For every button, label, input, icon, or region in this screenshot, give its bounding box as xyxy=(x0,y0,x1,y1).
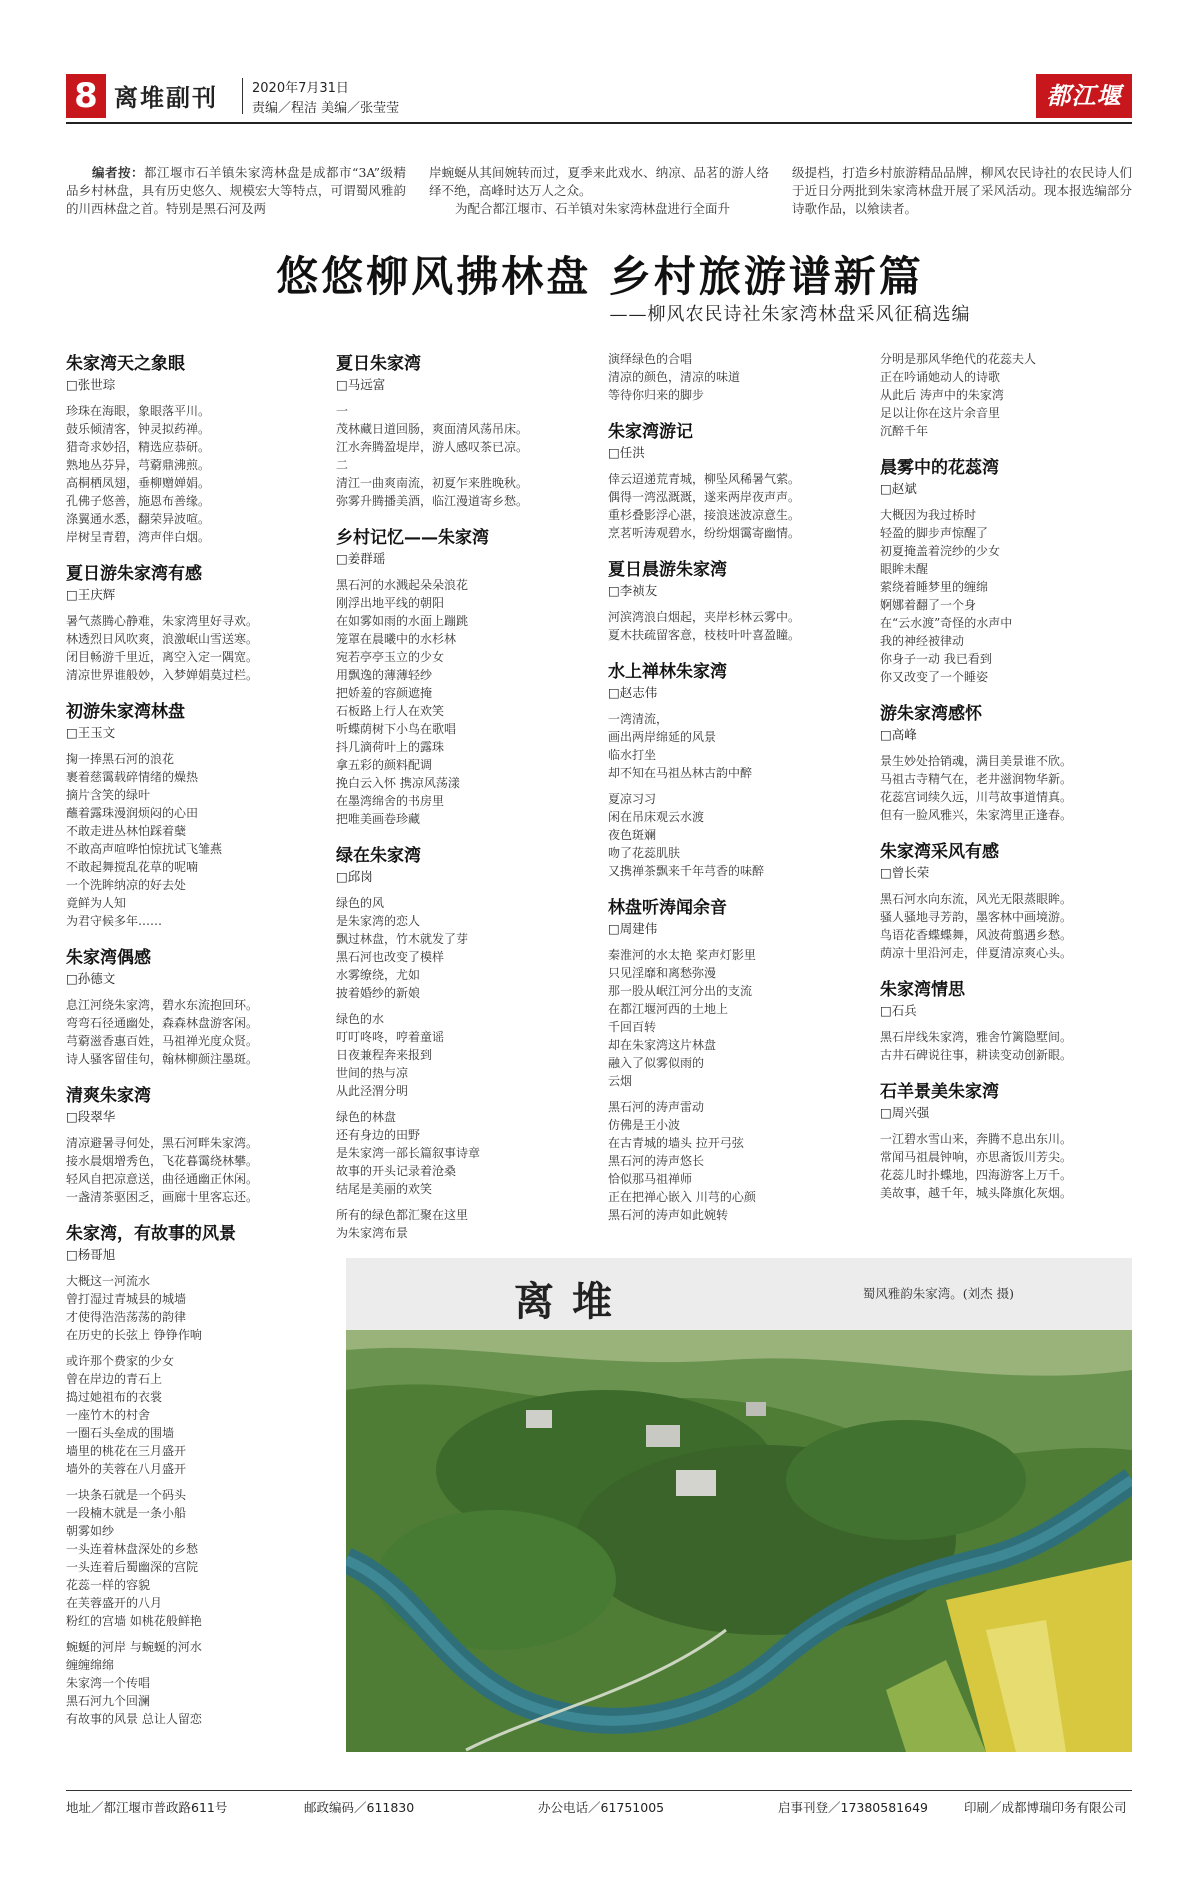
poem-body xyxy=(880,890,1090,962)
poem xyxy=(66,946,276,1068)
poem-line: 高桐栖凤翅，垂柳赠婵娟。 xyxy=(66,476,211,490)
poem-stanza xyxy=(66,1272,276,1344)
poem-line: 宛若亭亭玉立的少女 xyxy=(336,650,445,664)
poem-line: 或许那个费家的少女 xyxy=(66,1354,175,1368)
poem-line: 花蕊宫词续久远，川芎故事道情真。 xyxy=(880,790,1073,804)
poem xyxy=(880,702,1090,824)
poem-line: 朝雾如纱 xyxy=(66,1524,115,1538)
poem-title: 夏日游朱家湾有感 xyxy=(66,564,202,584)
poem-line: 在都江堰河西的土地上 xyxy=(608,1002,729,1016)
poem-author: □段翠华 xyxy=(66,1109,116,1124)
poem-line: 墙里的桃花在三月盛开 xyxy=(66,1444,187,1458)
photo-header xyxy=(346,1258,1132,1330)
poem-line: 是朱家湾的恋人 xyxy=(336,914,421,928)
poem-line: 等待你归来的脚步 xyxy=(608,388,705,402)
poem-line: 那一股从岷江河分出的支流 xyxy=(608,984,753,998)
masthead-rule xyxy=(66,122,1132,124)
photo-building xyxy=(646,1425,680,1447)
poem-line: 刚浮出地平线的朝阳 xyxy=(336,596,445,610)
poem-body xyxy=(880,350,1090,440)
poem-line: 缠缠绵绵 xyxy=(66,1658,115,1672)
poem-line: 黑石岸线朱家湾，雅舍竹篱隐墅间。 xyxy=(880,1030,1073,1044)
poem-line: 所有的绿色都汇聚在这里 xyxy=(336,1208,469,1222)
poem-line: 夏木扶疏留客意，枝枝叶叶喜盈瞳。 xyxy=(608,628,801,642)
poem-body xyxy=(336,576,546,828)
poem-line: 弯弯石径通幽处，森森林盘游客闲。 xyxy=(66,1016,259,1030)
photo-forest xyxy=(376,1510,616,1650)
poem-line: 拿五彩的颜料配调 xyxy=(336,758,433,772)
poem-line: 画出两岸绵延的风景 xyxy=(608,730,717,744)
poem-line: 大概这一河流水 xyxy=(66,1274,151,1288)
editors-note-col-1 xyxy=(66,164,406,218)
poem-continuation xyxy=(608,350,818,404)
poem-line: 茂林藏日道回肠，爽面清风荡吊床。 xyxy=(336,422,529,436)
poem-line: 江水奔腾盈堤岸，游人感叹茶已凉。 xyxy=(336,440,529,454)
poem-line: 黑石河的涛声雷动 xyxy=(608,1100,705,1114)
poem-line: 却在朱家湾这片林盘 xyxy=(608,1038,717,1052)
poem-line: 听蝶荫树下小鸟在歌唱 xyxy=(336,722,457,736)
poem-body xyxy=(608,350,818,404)
poem xyxy=(608,660,818,880)
poem-line: 珍珠在海眼，象眼落平川。 xyxy=(66,404,211,418)
photo-panel xyxy=(346,1258,1132,1752)
poem-line: 河滨湾浪白烟起，夹岸杉林云雾中。 xyxy=(608,610,801,624)
subheadline: ——柳风农民诗社朱家湾林盘采风征稿选编 xyxy=(609,304,971,325)
poem-body xyxy=(608,470,818,542)
poem xyxy=(608,420,818,542)
column-3 xyxy=(608,350,818,1240)
poem-author: □赵斌 xyxy=(880,481,917,496)
stanza-gap xyxy=(66,1344,276,1352)
poem-stanza xyxy=(336,456,546,510)
poem-line: 日夜兼程奔来报到 xyxy=(336,1048,433,1062)
poem-line: 在历史的长弦上 铮铮作响 xyxy=(66,1328,202,1342)
poem-author: □孙德文 xyxy=(66,971,116,986)
poem-line: 演绎绿色的合唱 xyxy=(608,352,693,366)
photo-caption: 蜀风雅韵朱家湾。(刘杰 摄) xyxy=(862,1286,1014,1301)
poem-line: 粉红的宫墙 如桃花般鲜艳 xyxy=(66,1614,202,1628)
poem-line: 常闻马祖晨钟响，亦思斋饭川芳尖。 xyxy=(880,1150,1073,1164)
poem-line: 一江碧水雪山来，奔腾不息出东川。 xyxy=(880,1132,1073,1146)
poem-line: 古井石碑说往事，耕读变动创新眼。 xyxy=(880,1048,1073,1062)
stanza-gap xyxy=(336,1100,546,1108)
poem-line: 清江一曲爽南流，初夏乍来胜晚秋。 xyxy=(336,476,529,490)
poem-line: 石板路上行人在欢笑 xyxy=(336,704,445,718)
poem-line: 但有一脸风雅兴，朱家湾里正逢春。 xyxy=(880,808,1073,822)
poem-line: 马祖古寺精气在，老井滋润物华新。 xyxy=(880,772,1073,786)
poem xyxy=(66,562,276,684)
poem-body xyxy=(66,996,276,1068)
poem-line: 足以让你在这片余音里 xyxy=(880,406,1001,420)
poem-line: 一头连着后蜀幽深的宫院 xyxy=(66,1560,199,1574)
poem-title: 林盘听涛闻余音 xyxy=(608,898,727,918)
poem-title: 初游朱家湾林盘 xyxy=(66,702,185,722)
poem-title: 朱家湾偶感 xyxy=(66,948,151,968)
poem-line: 绿色的林盘 xyxy=(336,1110,397,1124)
poem xyxy=(66,1222,276,1728)
poem-line: 捣过她祖布的衣裳 xyxy=(66,1390,163,1404)
poem-title: 游朱家湾感怀 xyxy=(880,704,982,724)
poem-line: 一块条石就是一个码头 xyxy=(66,1488,187,1502)
poem-line: 一 xyxy=(336,404,349,418)
poem-title: 绿在朱家湾 xyxy=(336,846,421,866)
poem-line: 吻了花蕊肌肤 xyxy=(608,846,681,860)
poem xyxy=(336,352,546,510)
poem-line: 涤翼通水悉，翻荣异波喧。 xyxy=(66,512,211,526)
poem-line: 千回百转 xyxy=(608,1020,657,1034)
poem-line: 黑石河也改变了模样 xyxy=(336,950,445,964)
poem-stanza xyxy=(66,1352,276,1478)
poem-line: 婀娜着翻了一个身 xyxy=(880,598,977,612)
poem-line: 眼眸未醒 xyxy=(880,562,929,576)
poem-title: 夏日朱家湾 xyxy=(336,354,421,374)
poem-line: 正在吟诵她动人的诗歌 xyxy=(880,370,1001,384)
poem-line: 林透烈日风吹爽，浪激岷山雪送寒。 xyxy=(66,632,259,646)
poem-author: □李祯友 xyxy=(608,583,658,598)
stanza-gap xyxy=(608,782,818,790)
poem-title: 清爽朱家湾 xyxy=(66,1086,151,1106)
stanza-gap xyxy=(608,1090,818,1098)
poem-line: 却不知在马祖丛林古韵中醉 xyxy=(608,766,753,780)
poem-line: 岸树呈青碧，湾声伴白烟。 xyxy=(66,530,211,544)
poem-line: 暑气蒸腾心静难，朱家湾里好寻欢。 xyxy=(66,614,259,628)
poem-continuation xyxy=(880,350,1090,440)
poem-line: 世间的热与凉 xyxy=(336,1066,409,1080)
poem-title: 晨雾中的花蕊湾 xyxy=(880,458,999,478)
poem-title: 朱家湾游记 xyxy=(608,422,693,442)
poem-line: 正在把禅心嵌入 川芎的心颜 xyxy=(608,1190,756,1204)
photo-building xyxy=(746,1402,766,1416)
editors-note-text: 都江堰市石羊镇朱家湾林盘是成都市“3A”级精品乡村林盘，具有历史悠久、规模宏大等特点，可谓蜀风雅韵的川西林盘之首。特别是黑石河及两 xyxy=(66,165,406,216)
poem-line: 鼓乐倾清客，钟灵拟药禅。 xyxy=(66,422,211,436)
poem-line: 是朱家湾一部长篇叙事诗章 xyxy=(336,1146,481,1160)
poem-line: 还有身边的田野 xyxy=(336,1128,421,1142)
poem-line: 在“云水渡”奇怪的水声中 xyxy=(880,616,1013,630)
poem-stanza xyxy=(608,790,818,880)
poem-author: □高峰 xyxy=(880,727,917,742)
poem-line: 不敢起舞搅乱花草的呢喃 xyxy=(66,860,199,874)
masthead xyxy=(66,74,1132,154)
poem-line: 有故事的风景 总让人留恋 xyxy=(66,1712,202,1726)
poem-stanza xyxy=(336,402,546,456)
poem-line: 黑石河九个回澜 xyxy=(66,1694,151,1708)
photo-label: 离堆 xyxy=(514,1278,630,1325)
poem-body xyxy=(66,612,276,684)
column-4 xyxy=(880,350,1090,1218)
poem-line: 荫凉十里沿河走，伴夏清凉爽心头。 xyxy=(880,946,1073,960)
issue-date: 2020年7月31日 xyxy=(252,81,349,96)
poem-line: 把唯美画卷珍藏 xyxy=(336,812,421,826)
poem-line: 竟鲜为人知 xyxy=(66,896,127,910)
newspaper-logo: 都江堰報 xyxy=(1036,74,1132,118)
poem-line: 把娇羞的容颜遮掩 xyxy=(336,686,433,700)
poem-line: 在古青城的墙头 拉开弓弦 xyxy=(608,1136,744,1150)
poem-line: 黑石河的涛声悠长 xyxy=(608,1154,705,1168)
poem-stanza xyxy=(336,1206,546,1242)
poem-line: 曾打湿过青城县的城墙 xyxy=(66,1292,187,1306)
poem-line: 在如雾如雨的水面上蹦跳 xyxy=(336,614,469,628)
poem-line: 为朱家湾布景 xyxy=(336,1226,409,1240)
footer-rule xyxy=(66,1790,1132,1791)
poem-stanza xyxy=(66,1486,276,1630)
poem-line: 一头连着林盘深处的乡愁 xyxy=(66,1542,199,1556)
footer-postcode: 邮政编码／611830 xyxy=(304,1800,415,1815)
poem-line: 偶得一湾泓溉溉，遂来两岸夜声声。 xyxy=(608,490,801,504)
poem-line: 绿色的风 xyxy=(336,896,385,910)
poem-line: 又携禅茶飘来千年芎香的味醉 xyxy=(608,864,765,878)
poem-author: □曾长荣 xyxy=(880,865,930,880)
poem-line: 用飘逸的薄薄轻纱 xyxy=(336,668,433,682)
poem-stanza xyxy=(336,1108,546,1198)
footer-printer: 印刷／成都博瑞印务有限公司 xyxy=(964,1800,1127,1815)
section-title: 离堆副刊 xyxy=(114,84,218,112)
poem-title: 朱家湾采风有感 xyxy=(880,842,999,862)
poem-line: 裹着慈霭载碎情绪的燥热 xyxy=(66,770,199,784)
poem-line: 诗人骚客留佳句，翰林柳颜注墨斑。 xyxy=(66,1052,259,1066)
poem xyxy=(66,700,276,930)
poem-body xyxy=(880,1130,1090,1202)
poem-line: 一个洗眸纳凉的好去处 xyxy=(66,878,187,892)
poem xyxy=(608,896,818,1224)
poem-line: 轻风自把凉意送，曲径通幽正休闲。 xyxy=(66,1172,259,1186)
poem-line: 鸟语花香蝶蝶舞，风波荷翦遇乡愁。 xyxy=(880,928,1073,942)
poem-line: 墙外的芙蓉在八月盛开 xyxy=(66,1462,187,1476)
poem-line: 熟地丛芬异，芎藭鼎沸煎。 xyxy=(66,458,211,472)
poem-line: 花蕊儿时扑蝶地，四海游客上万千。 xyxy=(880,1168,1073,1182)
poem-line: 大概因为我过桥时 xyxy=(880,508,977,522)
poem-line: 花蕊一样的容貌 xyxy=(66,1578,151,1592)
poem-stanza xyxy=(608,1098,818,1224)
stanza-gap xyxy=(336,1002,546,1010)
poem-author: □张世琮 xyxy=(66,377,116,392)
poem-line: 摘片含笑的绿叶 xyxy=(66,788,151,802)
editors-note-col-2 xyxy=(429,164,769,218)
poem-line: 黑石河的涛声如此婉转 xyxy=(608,1208,729,1222)
poem-author: □周建伟 xyxy=(608,921,658,936)
poem-body xyxy=(66,1134,276,1206)
poem xyxy=(880,978,1090,1064)
poem-line: 黑石河的水溅起朵朵浪花 xyxy=(336,578,469,592)
poem-line: 云烟 xyxy=(608,1074,633,1088)
poem-title: 朱家湾，有故事的风景 xyxy=(66,1224,236,1244)
poem-line: 为君守候多年…… xyxy=(66,914,163,928)
poem-line: 初夏掩盖着浣纱的少女 xyxy=(880,544,1001,558)
stanza-gap xyxy=(336,1198,546,1206)
poem xyxy=(336,844,546,1242)
photo-forest xyxy=(786,1420,1026,1540)
poem-line: 只见淫靡和离愁弥漫 xyxy=(608,966,717,980)
poem xyxy=(336,526,546,828)
poem-body xyxy=(66,402,276,546)
poem-line: 恰似那马祖禅师 xyxy=(608,1172,693,1186)
poem-line: 你又改变了一个睡姿 xyxy=(880,670,989,684)
poem-line: 芎藭滋香惠百姓，马祖禅光度众贤。 xyxy=(66,1034,259,1048)
poem-line: 一座竹木的村舍 xyxy=(66,1408,151,1422)
editors-note-text: 岸蜿蜒从其间婉转而过，夏季来此戏水、纳凉、品茗的游人络绎不绝，高峰时达万人之众。 xyxy=(429,165,769,198)
footer-address: 地址／都江堰市普政路611号 xyxy=(66,1800,228,1815)
column-2 xyxy=(336,352,546,1258)
poem xyxy=(66,1084,276,1206)
poem-line: 融入了似雾似雨的 xyxy=(608,1056,705,1070)
poem-title: 朱家湾天之象眼 xyxy=(66,354,185,374)
poem-line: 在墨湾绵舍的书房里 xyxy=(336,794,445,808)
poem-author: □王玉文 xyxy=(66,725,116,740)
poem-author: □姜群瑶 xyxy=(336,551,386,566)
poem-stanza xyxy=(608,710,818,782)
poem-line: 闭目畅游千里近，离空入定一隅宽。 xyxy=(66,650,259,664)
masthead-divider xyxy=(242,78,243,114)
poem-title: 水上禅林朱家湾 xyxy=(608,662,727,682)
editors-line: 责编／程洁 美编／张莹莹 xyxy=(252,101,400,116)
poem-line: 二 xyxy=(336,458,349,472)
editors-note xyxy=(66,164,1132,224)
poem-line: 曾在岸边的青石上 xyxy=(66,1372,163,1386)
poem-line: 水雾缭绕，尤如 xyxy=(336,968,421,982)
poem-line: 轻盈的脚步声惊醒了 xyxy=(880,526,989,540)
footer-notice-phone: 启事刊登／17380581649 xyxy=(778,1800,928,1815)
poem-author: □杨哥旭 xyxy=(66,1247,116,1262)
poem-line: 结尾是美丽的欢笑 xyxy=(336,1182,433,1196)
poem-line: 弥雾升腾播美酒，临江漫道寄乡愁。 xyxy=(336,494,529,508)
poem-author: □周兴强 xyxy=(880,1105,930,1120)
poem-body xyxy=(880,752,1090,824)
poem-line: 叮叮咚咚，哼着童谣 xyxy=(336,1030,445,1044)
poem-line: 萦绕着睡梦里的缠绵 xyxy=(880,580,989,594)
poem-author: □王庆辉 xyxy=(66,587,116,602)
poem-line: 故事的开头记录着沧桑 xyxy=(336,1164,457,1178)
poem-line: 一段楠木就是一条小船 xyxy=(66,1506,187,1520)
photo-building xyxy=(526,1410,552,1428)
poem-body xyxy=(608,608,818,644)
stanza-gap xyxy=(66,1630,276,1638)
poem-line: 景生妙处拾销魂，满目美景谁不欣。 xyxy=(880,754,1073,768)
poem-line: 秦淮河的水太艳 桨声灯影里 xyxy=(608,948,756,962)
editors-note-col-3: 级提档，打造乡村旅游精品品牌，柳风农民诗社的农民诗人们于近日分两批到朱家湾林盘开展了采风活动。现本报选编部分诗歌作品，以飨读者。 xyxy=(792,165,1132,216)
poem-line: 仿佛是王小波 xyxy=(608,1118,681,1132)
poem-body xyxy=(880,1028,1090,1064)
poem-title: 石羊景美朱家湾 xyxy=(880,1082,999,1102)
poem-line: 临水打坐 xyxy=(608,748,657,762)
poem-stanza xyxy=(608,946,818,1090)
poem-line: 黑石河水向东流，风光无限蒸眼眸。 xyxy=(880,892,1073,906)
poem-line: 一圈石头垒成的围墙 xyxy=(66,1426,175,1440)
poem-line: 在芙蓉盛开的八月 xyxy=(66,1596,163,1610)
poem-line: 蘸着露珠漫润烦闷的心田 xyxy=(66,806,199,820)
poem-author: □马远富 xyxy=(336,377,386,392)
poem-line: 蜿蜒的河岸 与蜿蜒的河水 xyxy=(66,1640,202,1654)
poem-line: 我的神经被律动 xyxy=(880,634,965,648)
poem-line: 不敢高声喧哗怕惊扰试飞雏燕 xyxy=(66,842,223,856)
poem-line: 清凉世界谁般妙，入梦婵娟莫过栏。 xyxy=(66,668,259,682)
poem-author: □任洪 xyxy=(608,445,645,460)
poem-line: 息江河绕朱家湾，碧水东流抱回环。 xyxy=(66,998,259,1012)
editors-note-text: 为配合都江堰市、石羊镇对朱家湾林盘进行全面升 xyxy=(455,201,731,216)
poem-line: 猎奇求妙招，精选应恭研。 xyxy=(66,440,211,454)
aerial-photo-image xyxy=(346,1330,1132,1752)
poem-line: 重杉叠影浮心湛，接浪迷波凉意生。 xyxy=(608,508,801,522)
poem-line: 倖云迢递荒青城，柳坠风稀暑气萦。 xyxy=(608,472,801,486)
poem-line: 骚人骚地寻芳韵，墨客林中画境游。 xyxy=(880,910,1073,924)
footer-office-phone: 办公电话／61751005 xyxy=(538,1800,665,1815)
poem-line: 闲在吊床观云水渡 xyxy=(608,810,705,824)
poem-line: 烹茗听涛观碧水，纷纷烟霭寄幽情。 xyxy=(608,526,801,540)
poem-line: 美故事，越千年，城头降旗化灰烟。 xyxy=(880,1186,1073,1200)
column-1 xyxy=(66,352,276,1744)
poem xyxy=(880,1080,1090,1202)
poem-author: □赵志伟 xyxy=(608,685,658,700)
poem xyxy=(880,456,1090,686)
headline: 悠悠柳风拂林盘 乡村旅游谱新篇 xyxy=(276,252,924,301)
poem-line: 夜色斑斓 xyxy=(608,828,657,842)
photo-building xyxy=(676,1470,716,1496)
poem-line: 沉醉千年 xyxy=(880,424,929,438)
poem-line: 绿色的水 xyxy=(336,1012,385,1026)
poem-line: 才使得浩浩荡荡的韵律 xyxy=(66,1310,187,1324)
poem-title: 乡村记忆——朱家湾 xyxy=(336,528,489,548)
stanza-gap xyxy=(66,1478,276,1486)
poem xyxy=(880,840,1090,962)
poem-line: 接水晨烟增秀色，飞花暮霭绕林攀。 xyxy=(66,1154,259,1168)
poem-line: 抖几滴荷叶上的露珠 xyxy=(336,740,445,754)
poem-line: 你身子一动 我已看到 xyxy=(880,652,992,666)
poem-author: □石兵 xyxy=(880,1003,917,1018)
poem-body xyxy=(880,506,1090,686)
poem-stanza xyxy=(336,894,546,1002)
page-number: 8 xyxy=(66,74,106,118)
poem-line: 清凉避暑寻何处，黑石河畔朱家湾。 xyxy=(66,1136,259,1150)
poem xyxy=(66,352,276,546)
poem-author: □邱岗 xyxy=(336,869,373,884)
poem-line: 一盏清茶驱困乏，画廊十里客忘还。 xyxy=(66,1190,259,1204)
poem-line: 不敢走进丛林怕踩着蘖 xyxy=(66,824,187,838)
editors-note-label: 编者按： xyxy=(92,165,145,180)
poem-line: 孔佛子悠善，施恩布善缘。 xyxy=(66,494,211,508)
poem-line: 笼罩在晨曦中的水杉林 xyxy=(336,632,457,646)
poem-line: 一湾清流， xyxy=(608,712,669,726)
poem-stanza xyxy=(336,1010,546,1100)
poem-line: 夏凉习习 xyxy=(608,792,657,806)
poem-line: 朱家湾一个传唱 xyxy=(66,1676,151,1690)
poem-title: 朱家湾情思 xyxy=(880,980,965,1000)
poem-line: 清凉的颜色，清凉的味道 xyxy=(608,370,741,384)
poem-stanza xyxy=(66,1638,276,1728)
poem-line: 分明是那风华绝代的花蕊夫人 xyxy=(880,352,1037,366)
poem-line: 披着婚纱的新娘 xyxy=(336,986,421,1000)
poem xyxy=(608,558,818,644)
poem-line: 从此后 涛声中的朱家湾 xyxy=(880,388,1004,402)
poem-body xyxy=(66,750,276,930)
poem-line: 挽白云入怀 携凉风荡漾 xyxy=(336,776,460,790)
poem-line: 从此泾渭分明 xyxy=(336,1084,409,1098)
poem-line: 飘过林盘，竹木就发了芽 xyxy=(336,932,469,946)
poem-line: 掬一捧黑石河的浪花 xyxy=(66,752,175,766)
poem-title: 夏日晨游朱家湾 xyxy=(608,560,727,580)
aerial-photo xyxy=(346,1330,1132,1752)
footer xyxy=(66,1798,1132,1818)
